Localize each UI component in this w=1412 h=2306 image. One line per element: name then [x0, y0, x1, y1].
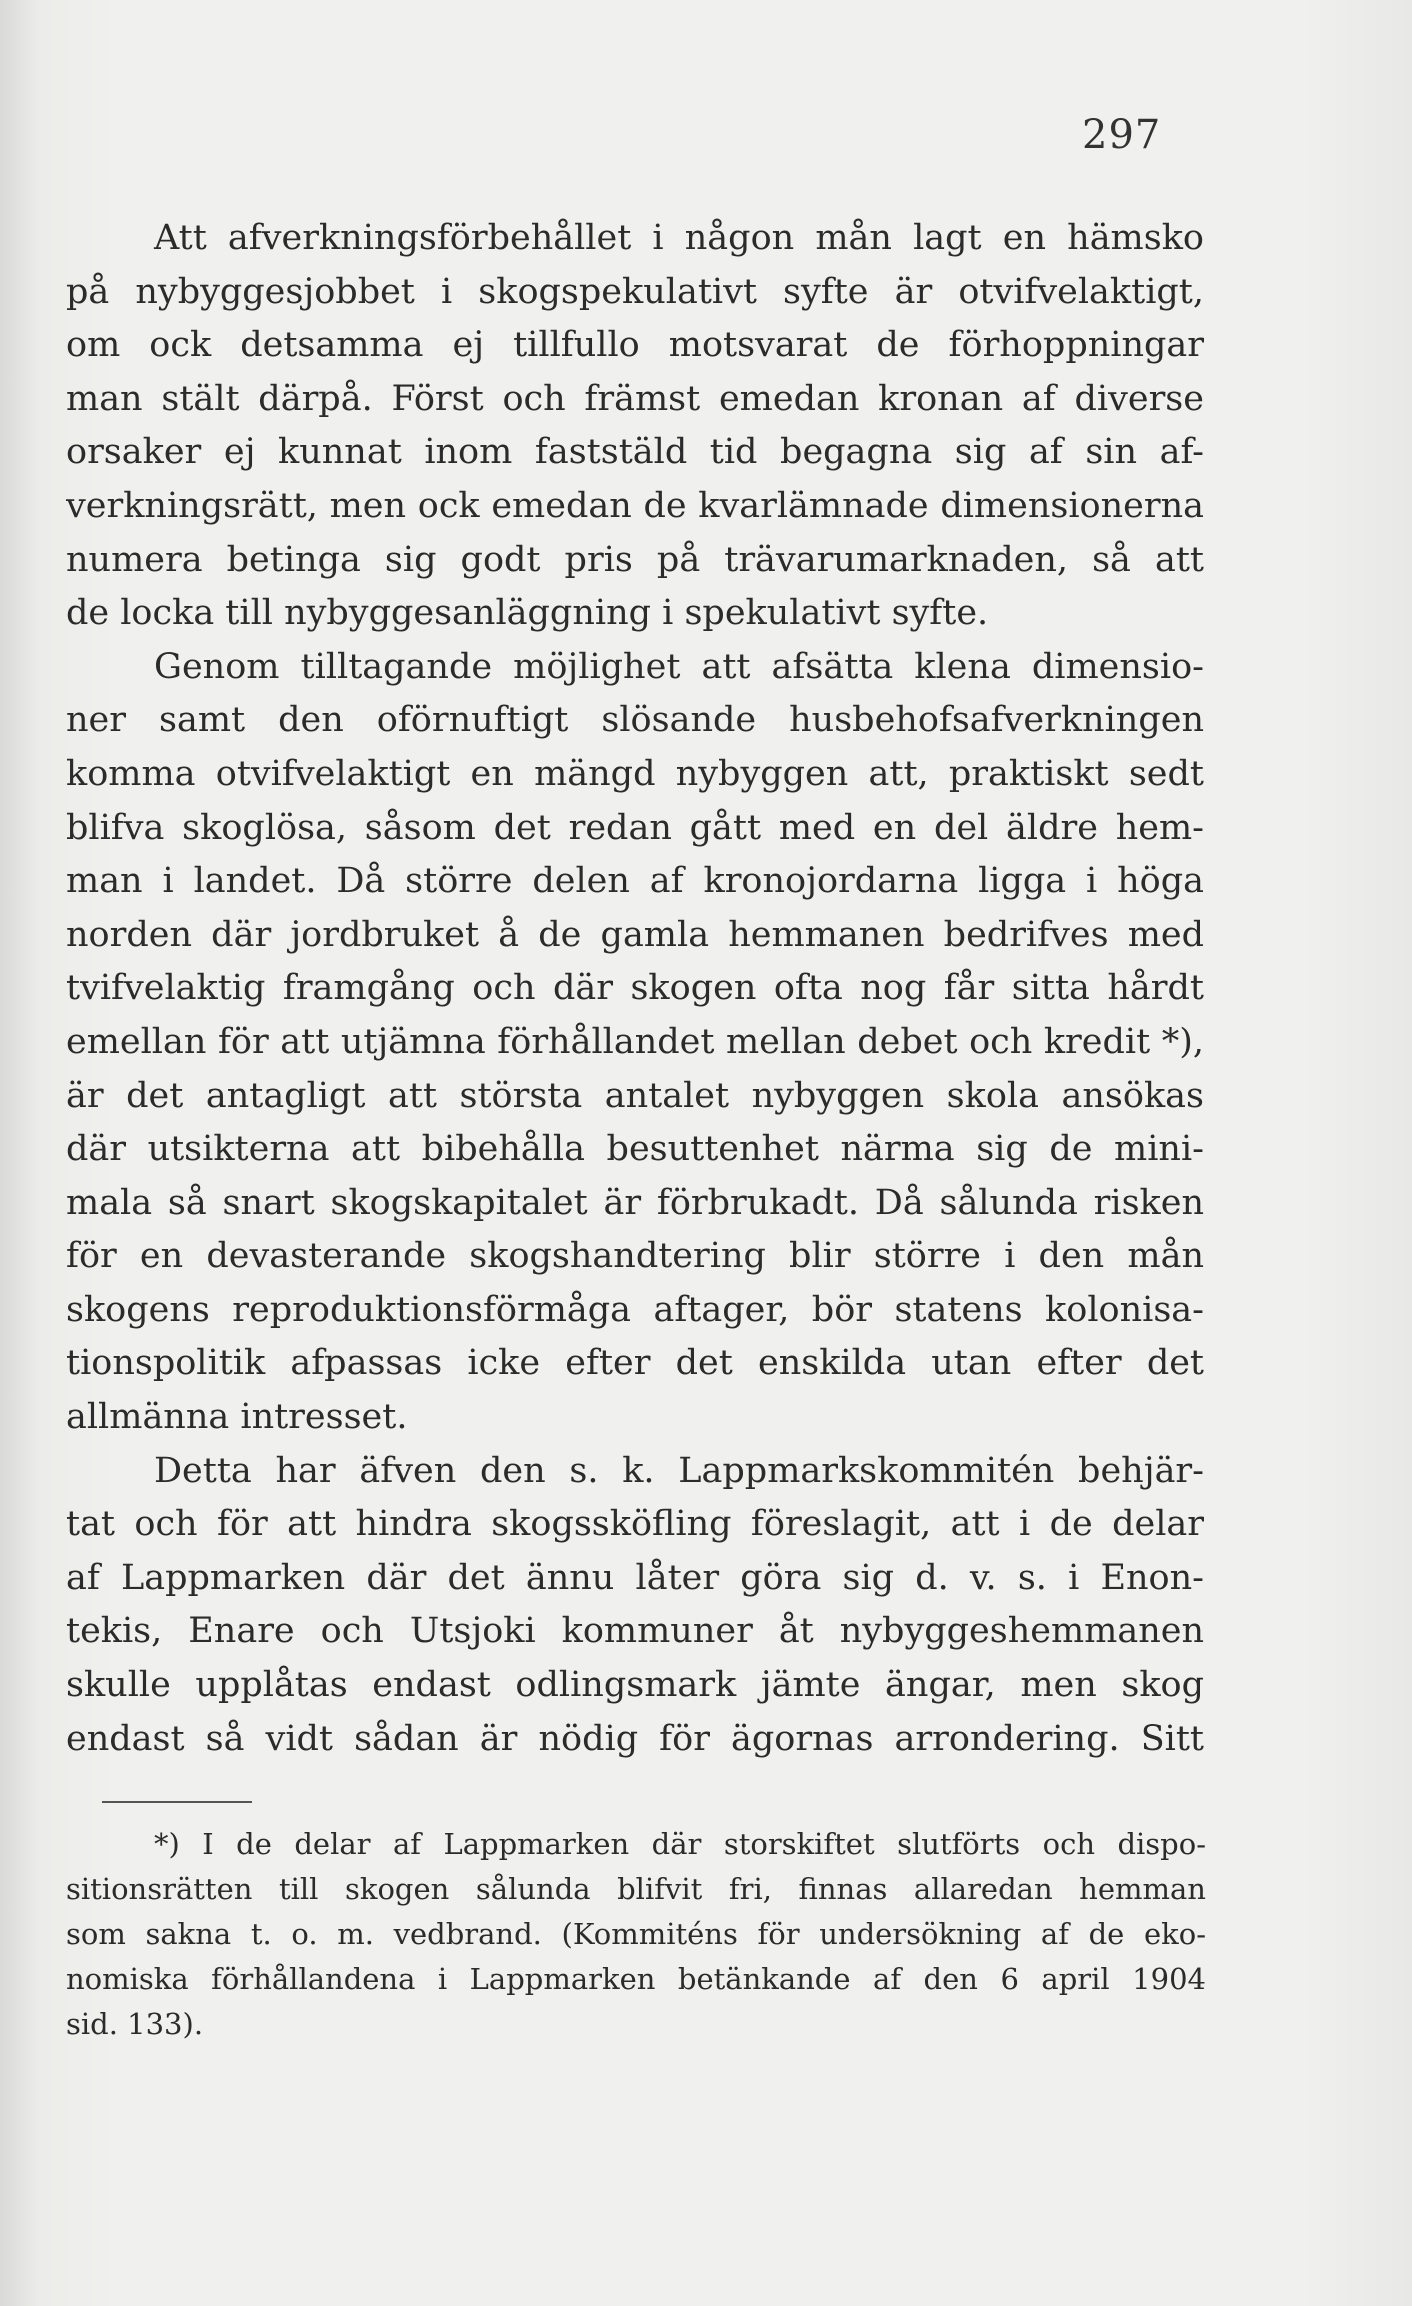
- text-line: tvifvelaktig framgång och där skogen ofta nog får sitta hårdt: [66, 968, 1204, 1009]
- footnote-divider: [102, 1801, 252, 1803]
- text-line: på nybyggesjobbet i skogspekulativt syfte är otvifvelaktigt,: [66, 271, 1204, 312]
- text-line: emellan för att utjämna förhållandet mellan debet och kredit *),: [66, 1021, 1204, 1062]
- page-number: 297: [1082, 112, 1162, 158]
- text-line: tat och för att hindra skogssköfling föreslagit, att i de delar: [66, 1504, 1204, 1545]
- text-line: af Lappmarken där det ännu låter göra sig d. v. s. i Enon-: [66, 1557, 1204, 1598]
- text-line: man stält därpå. Först och främst emedan kronan af diverse: [66, 378, 1204, 419]
- text-line: tionspolitik afpassas icke efter det enskilda utan efter det: [66, 1343, 1204, 1384]
- text-line: blifva skoglösa, såsom det redan gått med en del äldre hem-: [66, 807, 1204, 848]
- text-line: man i landet. Då större delen af kronojordarna ligga i höga: [66, 861, 1204, 902]
- text-line: är det antagligt att största antalet nybyggen skola ansökas: [66, 1075, 1204, 1116]
- text-line: de locka till nybyggesanläggning i spekulativt syfte.: [66, 593, 989, 634]
- text-line: norden där jordbruket å de gamla hemmanen bedrifves med: [66, 914, 1204, 955]
- text-line: orsaker ej kunnat inom faststäld tid begagna sig af sin af-: [66, 432, 1204, 473]
- text-line: om ock detsamma ej tillfullo motsvarat de förhoppningar: [66, 325, 1204, 366]
- text-line: numera betinga sig godt pris på trävarumarknaden, så att: [66, 539, 1204, 580]
- footnote-line: som sakna t. o. m. vedbrand. (Kommiténs för undersökning af de eko-: [66, 1917, 1206, 1951]
- text-line: för en devasterande skogshandtering blir större i den mån: [66, 1236, 1204, 1277]
- footnote-line: sitionsrätten till skogen sålunda blifvit fri, finnas allaredan hemman: [66, 1872, 1206, 1906]
- footnote: [66, 1822, 1206, 2047]
- body-text: [66, 212, 1204, 1766]
- text-line: allmänna intresset.: [66, 1397, 408, 1438]
- text-line: skulle upplåtas endast odlingsmark jämte ängar, men skog: [66, 1665, 1204, 1706]
- text-line: Detta har äfven den s. k. Lappmarkskommitén behjär-: [154, 1450, 1204, 1491]
- text-line: endast så vidt sådan är nödig för ägornas arrondering. Sitt: [66, 1718, 1204, 1759]
- text-line: mala så snart skogskapitalet är förbrukadt. Då sålunda risken: [66, 1182, 1204, 1223]
- text-line: där utsikterna att bibehålla besuttenhet närma sig de mini-: [66, 1129, 1204, 1170]
- text-line: verkningsrätt, men ock emedan de kvarlämnade dimensionerna: [66, 485, 1204, 526]
- text-line: tekis, Enare och Utsjoki kommuner åt nybyggeshemmanen: [66, 1611, 1204, 1652]
- text-line: Att afverkningsförbehållet i någon mån lagt en hämsko: [154, 218, 1204, 258]
- text-line: ner samt den oförnuftigt slösande husbehofsafverkningen: [66, 700, 1204, 741]
- footnote-line: nomiska förhållandena i Lappmarken betänkande af den 6 april 1904: [66, 1962, 1206, 1996]
- text-line: skogens reproduktionsförmåga aftager, bör statens kolonisa-: [66, 1289, 1204, 1330]
- text-line: Genom tilltagande möjlighet att afsätta klena dimensio-: [154, 646, 1204, 687]
- footnote-line: *) I de delar af Lappmarken där storskiftet slutförts och dispo-: [154, 1827, 1206, 1861]
- text-line: komma otvifvelaktigt en mängd nybyggen att, praktiskt sedt: [66, 753, 1204, 794]
- footnote-line: sid. 133).: [66, 2007, 204, 2041]
